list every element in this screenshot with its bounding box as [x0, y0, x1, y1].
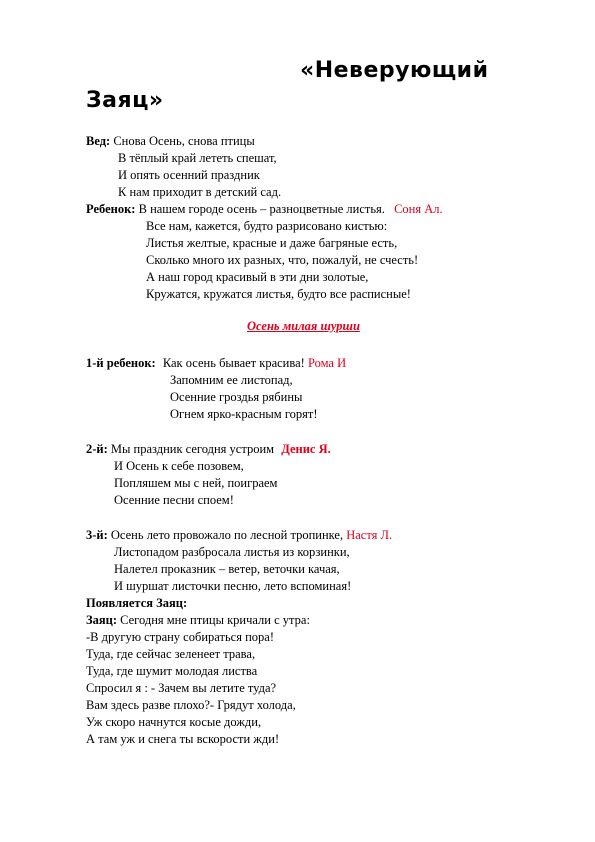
- speaker-label: 2-й:: [86, 442, 108, 456]
- title-line-1: «Неверующий: [300, 58, 489, 83]
- hare-first-line: [86, 612, 310, 628]
- performer-name: Денис Я.: [281, 442, 331, 456]
- verse-line: Листопадом разбросала листья из корзинки,: [114, 545, 350, 559]
- verse-line: Уж скоро начнутся косые дожди,: [86, 715, 262, 729]
- speaker-label: Заяц:: [86, 613, 117, 627]
- verse-line: И опять осенний праздник: [118, 168, 260, 182]
- performer-name: Соня Ал.: [394, 202, 443, 216]
- verse-line: Туда, где сейчас зеленеет трава,: [86, 647, 256, 661]
- performer-name: Рома И: [307, 356, 347, 370]
- stage-direction: Появляется Заяц:: [86, 596, 188, 610]
- verse-line: Огнем ярко-красным горят!: [170, 407, 318, 421]
- song-heading: Осень милая шурши: [247, 319, 360, 333]
- speaker-label: 3-й:: [86, 528, 108, 542]
- verse-line: И Осень к себе позовем,: [114, 459, 244, 473]
- verse-text: Снова Осень, снова птицы: [113, 134, 255, 148]
- verse-line: Попляшем мы с ней, поиграем: [114, 476, 278, 490]
- performer-name: Настя Л.: [346, 528, 393, 542]
- verse-line: А там уж и снега ты вскорости жди!: [86, 732, 280, 746]
- verse-text: В нашем городе осень – разноцветные листья.: [138, 202, 385, 216]
- verse-line: Все нам, кажется, будто разрисовано кистью:: [146, 219, 388, 233]
- verse-line: Осенние песни споем!: [114, 493, 234, 507]
- verse-line: Спросил я : - Зачем вы летите туда?: [86, 681, 277, 695]
- verse-line: Вам здесь разве плохо?- Грядут холода,: [86, 698, 296, 712]
- verse-text: Как осень бывает красива!: [162, 356, 305, 370]
- verse-line: И шуршат листочки песню, лето вспоминая!: [114, 579, 352, 593]
- speaker-label: Вед:: [86, 134, 111, 148]
- verse-line: Сколько много их разных, что, пожалуй, не счесть!: [146, 253, 419, 267]
- verse-line: Листья желтые, красные и даже багряные есть,: [146, 236, 398, 250]
- verse-line: Запомним ее листопад,: [170, 373, 293, 387]
- child3-first-line: [86, 527, 392, 543]
- verse-line: Туда, где шумит молодая листва: [86, 664, 258, 678]
- verse-line: -В другую страну собираться пора!: [86, 630, 274, 644]
- child-first-line: [86, 201, 443, 217]
- speaker-label: Ребенок:: [86, 202, 136, 216]
- verse-line: К нам приходит в детский сад.: [118, 185, 282, 199]
- verse-line: В тёплый край лететь спешат,: [118, 151, 277, 165]
- verse-line: А наш город красивый в эти дни золотые,: [146, 270, 369, 284]
- ved-first-line: [86, 133, 255, 149]
- verse-text: Мы праздник сегодня устроим: [110, 442, 275, 456]
- child2-first-line: [86, 441, 331, 457]
- verse-line: Налетел проказник – ветер, веточки качая,: [114, 562, 340, 576]
- verse-text: Осень лето провожало по лесной тропинке,: [110, 528, 344, 542]
- verse-line: Кружатся, кружатся листья, будто все расписные!: [146, 287, 411, 301]
- verse-line: Осенние гроздья рябины: [170, 390, 303, 404]
- title-line-2: Заяц»: [86, 88, 164, 113]
- speaker-label: 1-й ребенок:: [86, 356, 156, 370]
- child1-first-line: [86, 355, 346, 371]
- verse-text: Сегодня мне птицы кричали с утра:: [120, 613, 310, 627]
